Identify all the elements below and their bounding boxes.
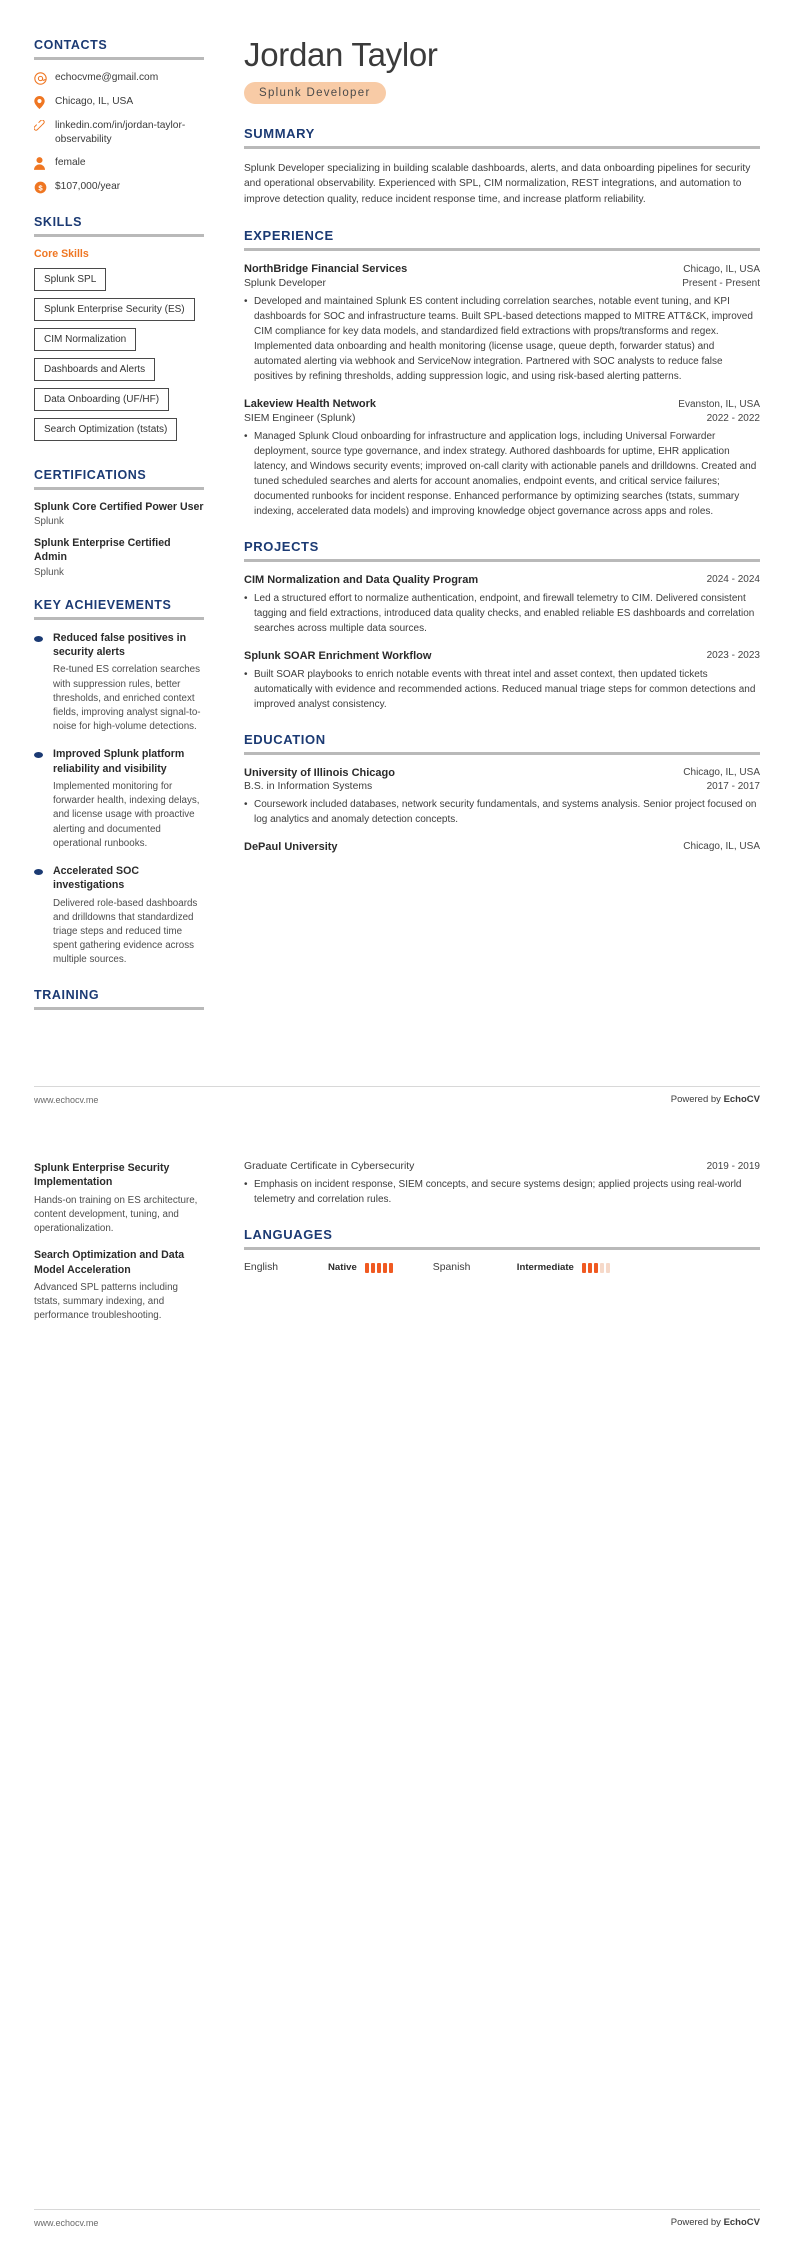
footer-brand-prefix: Powered by [670,1094,724,1105]
experience-bullet [244,294,760,384]
skill-chip: Splunk Enterprise Security (ES) [34,298,195,321]
footer-url: www.echocv.me [34,1094,99,1105]
svg-text:$: $ [38,182,43,192]
project-entry [244,650,760,712]
footer-brand-name: EchoCV [723,2217,760,2228]
experience-location: Chicago, IL, USA [683,264,760,276]
bullet-dot-icon [34,752,43,758]
projects-divider [244,559,760,562]
header-block [244,38,760,104]
bullet-dot-icon [34,636,43,642]
language-level: Native [328,1262,357,1273]
contact-linkedin-text: linkedin.com/in/jordan-taylor-observability [55,120,186,145]
contact-item-location [34,95,204,110]
training-description: Hands-on training on ES architecture, content development, tuning, and operationalization. [34,1194,198,1234]
summary-heading: SUMMARY [244,125,315,141]
main-column-continued [220,1161,760,1343]
certification-issuer: Splunk [34,516,64,528]
project-bullet-text: Built SOAR playbooks to enrich notable events with threat intel and asset context, then updated tickets automatically with evidence and recommended actions. Reduced manual triage steps for common detections and improved analyst consistency. [254,669,756,711]
experience-entry [244,398,760,519]
dollar-coin-icon [34,181,48,195]
summary-divider [244,146,760,149]
training-title: Search Optimization and Data Model Acceleration [34,1249,185,1276]
skills-heading: SKILLS [34,214,83,229]
contacts-heading: CONTACTS [34,38,108,52]
person-icon [34,157,48,171]
contact-item-gender [34,156,204,171]
page-1-columns [0,0,794,1030]
achievement-description: Implemented monitoring for forwarder health, indexing delays, and license usage with proactive alerting and documented operational runbooks. [53,781,200,849]
certifications-heading: CERTIFICATIONS [34,467,147,482]
bullet-dot-icon [34,869,43,875]
training-section [34,1161,204,1323]
footer-brand-prefix: Powered by [670,2217,724,2228]
education-heading: EDUCATION [244,732,326,748]
language-level-dots [365,1263,393,1273]
experience-bullet-text: Managed Splunk Cloud onboarding for infrastructure and application logs, including Universal Forwarder deployment, source type governance, and index strategy. Authored dashboards for uptime, EHR application latency, and Windows security events; improved on-call clarity with actionable panels and drilldowns. Created and tuned scheduled searches and alerts for account anomalies, endpoint events, and critical service failures; documented runbooks for incident response. Enhanced performance by optimizing searches (tstats, summary indexing, accelerated data models) and improving knowledge object governance across apps and roles. [254,431,757,518]
education-location: Chicago, IL, USA [683,767,760,779]
languages-row [244,1262,760,1273]
achievements-heading: KEY ACHIEVEMENTS [34,597,172,612]
training-title: Splunk Enterprise Security Implementation [34,1162,170,1189]
education-entry [244,1161,760,1207]
education-section [244,732,760,853]
page-1-footer [34,1086,760,1105]
contact-gender-text: female [55,156,86,168]
education-divider [244,752,760,755]
resume-page-2 [0,1123,794,2246]
experience-location: Evanston, IL, USA [678,399,760,411]
achievement-item [34,747,204,851]
experience-dates: 2022 - 2022 [706,413,760,425]
language-item-spanish [433,1262,610,1273]
core-skills-label: Core Skills [34,247,89,260]
footer-brand-name: EchoCV [723,1094,760,1105]
education-school: University of Illinois Chicago [244,767,395,780]
contact-item-email [34,71,204,86]
education-location: Chicago, IL, USA [683,841,760,853]
experience-role: Splunk Developer [244,278,327,290]
education-school: DePaul University [244,841,338,854]
certification-name: Splunk Enterprise Certified Admin [34,537,171,564]
level-dot-filled [588,1263,592,1273]
bullet-marker-icon: • [244,431,248,443]
level-dot-filled [582,1263,586,1273]
languages-heading: LANGUAGES [244,1227,333,1242]
education-bullet-text: Coursework included databases, network security fundamentals, and systems analysis. Senior project focused on log analytics and anomaly detection concepts. [254,799,757,826]
education-entry [244,841,760,853]
experience-company: Lakeview Health Network [244,398,377,411]
training-section-heading-block [34,988,204,1010]
location-pin-icon [34,96,48,110]
link-icon [34,120,48,134]
email-icon [34,72,48,86]
education-entry [244,767,760,827]
project-bullet-text: Led a structured effort to normalize authentication, endpoint, and firewall telemetry to CIM. Delivered consistent tagging and field extractions, introduced data quality checks, and enabled reliable ES dashboards and correlation searches across multiple data sources. [254,593,755,635]
summary-text: Splunk Developer specializing in building scalable dashboards, alerts, and data onboarding pipelines for security and operational observability. Experienced with SPL, CIM normalization, REST integrations, and automation to improve detection quality, reduce incident response time, and increase platform reliability. [244,162,751,206]
level-dot-filled [377,1263,381,1273]
skills-divider [34,234,204,237]
project-entry [244,574,760,636]
level-dot-empty [606,1263,610,1273]
experience-divider [244,248,760,251]
contact-item-linkedin [34,119,204,147]
achievement-description: Delivered role-based dashboards and drilldowns that standardized triage steps and reduced time spent gathering evidence across multiple sources. [53,897,198,966]
level-dot-empty [600,1263,604,1273]
bullet-marker-icon: • [244,1179,248,1190]
experience-bullet-text: Developed and maintained Splunk ES content including correlation searches, notable event tuning, and KPI dashboards for SOC and infrastructure teams. Built SPL-based detections mapped to MITRE ATT&CK, improved CIM compliance for key data models, and standardized field extractions with props/transforms and regex. Implemented data onboarding and health monitoring (license usage, queue depth, forwarder status) and automated alerting via webhook and ServiceNow integration. Partnered with SOC analysts to reduce false positives by refining thresholds, adding suppression logic, and using risk-based alerting patterns. [254,296,753,383]
achievements-divider [34,617,204,620]
education-bullet-text: Emphasis on incident response, SIEM concepts, and secure systems design; applied projects using real-world telemetry and correlation rules. [254,1179,742,1205]
bullet-marker-icon: • [244,669,248,681]
page-title: Jordan Taylor [244,36,438,73]
page-2-footer [34,2209,760,2228]
footer-brand [671,2217,760,2228]
achievement-item [34,631,204,735]
education-bullet [244,1177,760,1207]
education-degree: B.S. in Information Systems [244,781,373,793]
project-title: CIM Normalization and Data Quality Program [244,574,479,587]
contact-email-text: echocvme@gmail.com [55,72,159,83]
certifications-divider [34,487,204,490]
skill-chip: CIM Normalization [34,328,136,351]
education-dates: 2017 - 2017 [706,781,760,793]
project-title: Splunk SOAR Enrichment Workflow [244,650,432,663]
experience-bullet [244,429,760,519]
skill-chip: Data Onboarding (UF/HF) [34,388,169,411]
page-2-columns [0,1123,794,1343]
contact-salary-text: $107,000/year [55,180,121,192]
achievement-description: Re-tuned ES correlation searches with suppression rules, better thresholds, and enriched context fields, improving analyst signal-to-noise for high-volume detections. [53,664,201,733]
education-dates: 2019 - 2019 [706,1161,760,1172]
skills-section [34,215,204,448]
project-dates: 2024 - 2024 [706,574,760,586]
level-dot-filled [383,1263,387,1273]
level-dot-filled [594,1263,598,1273]
bullet-marker-icon: • [244,296,248,308]
level-dot-filled [389,1263,393,1273]
project-bullet [244,667,760,712]
skill-chip: Splunk SPL [34,268,106,291]
languages-section [244,1227,760,1273]
contacts-divider [34,57,204,60]
sidebar-continued [34,1161,220,1343]
contact-location-text: Chicago, IL, USA [55,96,134,107]
bullet-marker-icon: • [244,593,248,605]
footer-brand [671,1094,760,1105]
languages-divider [244,1247,760,1250]
language-level-dots [582,1263,610,1273]
language-name: English [244,1262,279,1273]
achievement-item [34,864,204,968]
project-dates: 2023 - 2023 [706,650,760,662]
skill-chip-list [34,268,204,448]
certification-item [34,537,204,578]
experience-company: NorthBridge Financial Services [244,263,408,276]
bullet-marker-icon: • [244,799,248,811]
experience-heading: EXPERIENCE [244,228,334,244]
education-bullet [244,797,760,827]
certification-item [34,501,204,528]
project-bullet [244,591,760,636]
training-heading: TRAINING [34,987,100,1002]
experience-entry [244,263,760,384]
main-column [220,38,760,1030]
achievement-title: Accelerated SOC investigations [53,865,139,892]
level-dot-filled [371,1263,375,1273]
sidebar [34,38,220,1030]
experience-role: SIEM Engineer (Splunk) [244,413,356,425]
training-item [34,1248,204,1323]
contacts-section [34,38,204,195]
education-section-continued [244,1161,760,1207]
training-description: Advanced SPL patterns including tstats, summary indexing, and performance troubleshooting. [34,1281,178,1322]
experience-section [244,228,760,519]
experience-dates: Present - Present [682,278,760,290]
achievement-title: Improved Splunk platform reliability and visibility [53,748,185,775]
language-level: Intermediate [516,1262,574,1273]
achievement-title: Reduced false positives in security alerts [53,631,187,659]
achievements-section [34,598,204,968]
summary-section [244,126,760,208]
projects-section [244,539,760,712]
skill-chip: Dashboards and Alerts [34,358,155,381]
skill-chip: Search Optimization (tstats) [34,418,177,441]
certification-name: Splunk Core Certified Power User [34,500,204,513]
contact-item-salary [34,180,204,195]
level-dot-filled [365,1263,369,1273]
footer-url: www.echocv.me [34,2217,99,2228]
training-item [34,1161,204,1236]
certifications-section [34,468,204,578]
training-divider [34,1007,204,1010]
education-degree: Graduate Certificate in Cybersecurity [244,1161,415,1172]
language-name: Spanish [432,1262,471,1273]
projects-heading: PROJECTS [244,539,319,555]
language-item-english [244,1262,393,1273]
role-badge: Splunk Developer [244,82,386,104]
certification-issuer: Splunk [34,566,64,578]
